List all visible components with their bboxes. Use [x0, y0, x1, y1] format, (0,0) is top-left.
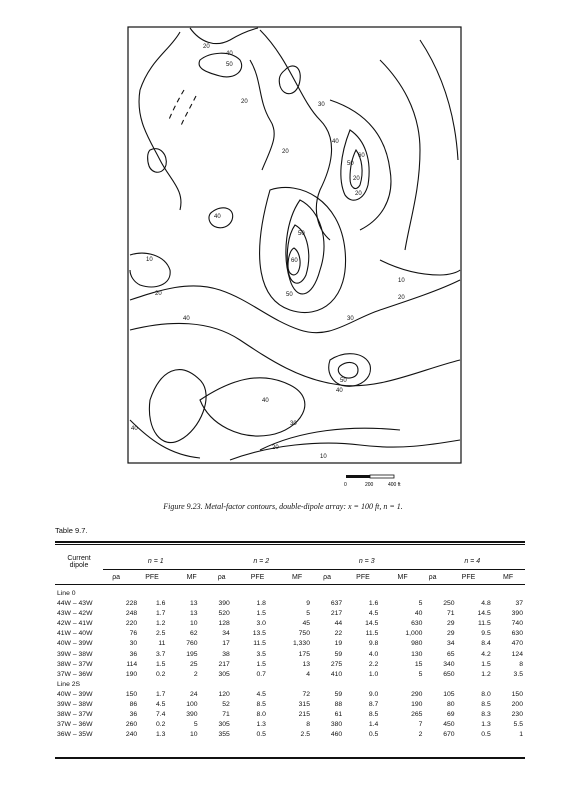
table-cell: 13	[190, 610, 198, 618]
contour-label: 50	[226, 62, 233, 68]
table-cell: 13	[302, 660, 310, 668]
table-cell: 52	[222, 701, 230, 709]
section-row	[55, 589, 525, 599]
dipole-cell: 39W – 38W	[57, 650, 93, 658]
table-cell: 5	[306, 610, 310, 618]
table-bottom-rule	[55, 757, 525, 759]
table-cell: 1.5	[256, 610, 266, 618]
dipole-cell: 37W – 36W	[57, 721, 93, 729]
table-cell: 195	[186, 650, 198, 658]
column-header: PFE	[250, 573, 265, 581]
column-header: PFE	[356, 573, 370, 581]
table-cell: 11.5	[478, 620, 491, 628]
contour-label: 40	[332, 139, 339, 145]
column-header: MF	[397, 573, 408, 581]
table-title: Table 9.7.	[55, 526, 88, 535]
dipole-cell: 44W – 43W	[57, 600, 93, 608]
table-cell: 5	[418, 600, 423, 608]
table-cell: 15	[414, 660, 423, 668]
table-cell: 24	[190, 690, 198, 698]
table-cell: 0.5	[368, 731, 379, 739]
table-cell: 8.5	[368, 711, 379, 719]
table-cell: 250	[443, 600, 455, 608]
table-cell: 200	[511, 701, 523, 709]
table-cell: 105	[443, 690, 455, 698]
column-header: PFE	[145, 573, 159, 581]
table-cell: 5	[418, 670, 423, 678]
scale-label: 400 ft	[388, 482, 401, 488]
table-cell: 88	[334, 701, 343, 709]
table-cell: 630	[511, 630, 523, 638]
contour-label: 20	[353, 176, 360, 182]
table-row	[55, 609, 525, 619]
table-cell: 30	[129, 640, 138, 648]
table-row	[55, 700, 525, 710]
table-cell: 2	[193, 670, 198, 678]
dipole-cell: 40W – 39W	[57, 640, 93, 648]
table-cell: 1.7	[155, 690, 166, 698]
table-cell: 8.3	[481, 711, 491, 719]
group-header: n = 1	[103, 555, 208, 569]
table-cell: 150	[511, 690, 523, 698]
table-row	[55, 639, 525, 649]
table-cell: 25	[190, 660, 198, 668]
table-top-rule-thin	[55, 544, 525, 545]
table-cell: 59	[334, 650, 343, 658]
contour-label: 20	[282, 149, 289, 155]
table-row	[55, 660, 525, 670]
table-cell: 460	[330, 731, 343, 739]
table-cell: 740	[511, 620, 523, 628]
table-cell: 3.5	[513, 670, 523, 678]
table-cell: 410	[330, 670, 343, 678]
table-cell: 8.5	[481, 701, 491, 709]
group-header: n = 2	[208, 555, 313, 569]
table-cell: 7	[418, 721, 423, 729]
table-cell: 175	[298, 650, 310, 658]
table-cell: 10	[190, 731, 198, 739]
section-label: Line 2S	[57, 680, 81, 688]
table-cell: 217	[218, 660, 230, 668]
table-cell: 220	[125, 620, 138, 628]
table-cell: 4.5	[368, 610, 379, 618]
table-cell: 40	[414, 610, 423, 618]
contour-label: 40	[226, 51, 233, 57]
table-cell: 9.0	[368, 690, 379, 698]
group-header: n = 3	[314, 555, 419, 569]
table-cell: 8	[306, 721, 310, 729]
table-cell: 1.3	[481, 721, 491, 729]
contour-label: 50	[286, 292, 293, 298]
table-cell: 8	[519, 660, 523, 668]
contour-label: 20	[203, 44, 210, 50]
table-cell: 45	[302, 620, 310, 628]
contour-label: 30	[318, 102, 325, 108]
table-cell: 8.7	[368, 701, 379, 709]
table-cell: 340	[443, 660, 455, 668]
column-header: MF	[503, 573, 514, 581]
table-cell: 1,330	[292, 640, 310, 648]
table-cell: 1.6	[368, 600, 379, 608]
table-cell: 0.5	[481, 731, 491, 739]
table-cell: 1.5	[481, 660, 491, 668]
table-cell: 265	[411, 711, 423, 719]
table-cell: 36	[129, 650, 138, 658]
table-cell: 470	[511, 640, 523, 648]
table-row	[55, 670, 525, 680]
table-cell: 11.5	[253, 640, 266, 648]
table-cell: 8.0	[256, 711, 266, 719]
table-cell: 76	[129, 630, 138, 638]
dipole-cell: 40W – 39W	[57, 690, 93, 698]
contour-label: 20	[272, 445, 279, 451]
table-cell: 305	[218, 721, 230, 729]
table-header-rule	[55, 584, 525, 585]
table-cell: 4	[306, 670, 310, 678]
column-header: ρa	[323, 573, 332, 581]
table-cell: 62	[190, 630, 198, 638]
dipole-cell: 39W – 38W	[57, 701, 93, 709]
table-cell: 190	[411, 701, 423, 709]
table-cell: 5	[193, 721, 198, 729]
table-cell: 228	[125, 600, 138, 608]
table-cell: 0.7	[256, 670, 266, 678]
table-cell: 13.5	[252, 630, 266, 638]
table-row	[55, 720, 525, 730]
table-cell: 8.0	[481, 690, 491, 698]
table-cell: 22	[334, 630, 343, 638]
column-header: ρa	[112, 573, 121, 581]
dashed-contours	[168, 90, 196, 128]
table-cell: 11	[158, 640, 166, 648]
table-row	[55, 710, 525, 720]
dipole-cell: 38W – 37W	[57, 660, 93, 668]
table-cell: 190	[125, 670, 138, 678]
dipole-cell: 42W – 41W	[57, 620, 93, 628]
table-cell: 44	[334, 620, 343, 628]
contour-label: 40	[336, 388, 343, 394]
table-cell: 2	[418, 731, 423, 739]
column-header: ρa	[428, 573, 437, 581]
section-label: Line 0	[57, 590, 76, 597]
table-cell: 1,000	[405, 630, 423, 638]
table-cell: 390	[186, 711, 198, 719]
contour-label: 20	[155, 291, 162, 297]
contour-label: 10	[146, 257, 153, 263]
table-cell: 9.5	[481, 630, 491, 638]
table-top-rule	[55, 541, 525, 543]
table-cell: 1.5	[256, 660, 266, 668]
table-cell: 315	[298, 701, 310, 709]
table-cell: 0.2	[155, 721, 166, 729]
scale-bar	[344, 475, 401, 488]
table-cell: 69	[447, 711, 455, 719]
data-table	[55, 589, 525, 740]
table-row	[55, 650, 525, 660]
group-header: n = 4	[419, 555, 525, 569]
section-row	[55, 680, 525, 690]
table-cell: 2.5	[155, 630, 166, 638]
table-cell: 65	[447, 650, 455, 658]
table-row	[55, 629, 525, 639]
table-cell: 1.7	[155, 610, 166, 618]
table-cell: 380	[330, 721, 343, 729]
table-cell: 0.2	[155, 670, 166, 678]
table-cell: 230	[511, 711, 523, 719]
table-cell: 248	[125, 610, 138, 618]
table-cell: 8.4	[481, 640, 491, 648]
table-cell: 630	[411, 620, 423, 628]
table-cell: 86	[129, 701, 138, 709]
table-cell: 128	[218, 620, 230, 628]
table-cell: 14.5	[477, 610, 491, 618]
table-cell: 637	[330, 600, 343, 608]
contour-label: 40	[131, 426, 138, 432]
table-cell: 1.5	[155, 660, 166, 668]
table-cell: 670	[443, 731, 455, 739]
table-cell: 5.5	[513, 721, 523, 729]
table-cell: 650	[443, 670, 455, 678]
scale-label: 200	[365, 482, 374, 488]
contour-label: 30	[347, 316, 354, 322]
table-cell: 71	[222, 711, 230, 719]
table-cell: 8.5	[256, 701, 266, 709]
table-row	[55, 730, 525, 740]
column-header: PFE	[461, 573, 476, 581]
contour-label: 40	[262, 398, 269, 404]
figure-caption: Figure 9.23. Metal-factor contours, double-dipole array: x = 100 ft, n = 1.	[163, 502, 403, 511]
table-cell: 37	[515, 600, 523, 608]
table-cell: 61	[334, 711, 343, 719]
table-cell: 38	[222, 650, 230, 658]
table-cell: 100	[186, 701, 198, 709]
table-cell: 34	[222, 630, 230, 638]
column-header: ρa	[217, 573, 226, 581]
table-cell: 290	[411, 690, 423, 698]
contour-label: 30	[290, 421, 297, 427]
table-cell: 1.8	[256, 600, 266, 608]
column-header: MF	[292, 573, 303, 581]
table-cell: 17	[222, 640, 230, 648]
column-header: MF	[186, 573, 197, 581]
table-cell: 59	[334, 690, 343, 698]
table-cell: 1.2	[481, 670, 491, 678]
table-cell: 1.6	[155, 600, 166, 608]
table-cell: 120	[218, 690, 230, 698]
table-cell: 3.7	[155, 650, 166, 658]
contour-label-layer	[131, 44, 405, 460]
dipole-cell: 43W – 42W	[57, 610, 93, 618]
table-cell: 13	[190, 600, 198, 608]
table-cell: 114	[126, 660, 138, 668]
table-cell: 4.0	[368, 650, 379, 658]
contour-label: 50	[298, 231, 305, 237]
table-row	[55, 599, 525, 609]
table-cell: 390	[218, 600, 230, 608]
dipole-header: Current dipole	[67, 555, 91, 569]
contour-label: 20	[241, 99, 248, 105]
table-cell: 355	[218, 731, 230, 739]
table-cell: 2.2	[368, 660, 379, 668]
table-cell: 29	[447, 630, 455, 638]
table-cell: 2.5	[300, 731, 310, 739]
table-cell: 1.4	[368, 721, 379, 729]
table-cell: 0.5	[256, 731, 266, 739]
table-cell: 1.2	[155, 620, 166, 628]
table-cell: 124	[511, 650, 523, 658]
table-cell: 71	[447, 610, 455, 618]
table-cell: 19	[334, 640, 343, 648]
contour-lines	[130, 28, 460, 460]
scale-label: 0	[344, 482, 347, 488]
contour-label: 10	[320, 454, 327, 460]
table-cell: 34	[447, 640, 455, 648]
contour-label: 60	[291, 258, 298, 264]
table-cell: 80	[447, 701, 455, 709]
dipole-colhead	[55, 569, 103, 581]
contour-label: 60	[358, 153, 365, 159]
table-cell: 1.3	[155, 731, 166, 739]
contour-label: 50	[340, 378, 347, 384]
dipole-cell: 38W – 37W	[57, 711, 93, 719]
contour-label: 20	[398, 295, 405, 301]
dipole-cell: 36W – 35W	[57, 731, 93, 739]
table-cell: 14.5	[365, 620, 379, 628]
table-cell: 1	[519, 731, 523, 739]
table-cell: 3.5	[256, 650, 266, 658]
table-cell: 305	[218, 670, 230, 678]
table-cell: 750	[298, 630, 310, 638]
table-cell: 260	[125, 721, 138, 729]
table-cell: 240	[125, 731, 138, 739]
table-cell: 72	[302, 690, 310, 698]
contour-label: 40	[214, 214, 221, 220]
table-cell: 217	[330, 610, 343, 618]
contour-label: 50	[347, 161, 354, 167]
table-cell: 4.2	[481, 650, 491, 658]
contour-label: 20	[355, 191, 362, 197]
table-cell: 4.5	[256, 690, 266, 698]
table-cell: 1.0	[368, 670, 379, 678]
table-cell: 29	[447, 620, 455, 628]
table-cell: 150	[125, 690, 138, 698]
dipole-cell: 41W – 40W	[57, 630, 93, 638]
table-cell: 275	[330, 660, 343, 668]
table-header	[55, 555, 525, 581]
table-cell: 450	[443, 721, 455, 729]
table-cell: 390	[511, 610, 523, 618]
table-cell: 215	[298, 711, 310, 719]
table-cell: 11.5	[365, 630, 379, 638]
contour-label: 40	[183, 316, 190, 322]
table-cell: 130	[411, 650, 423, 658]
dipole-cell: 37W – 36W	[57, 670, 93, 678]
table-row	[55, 690, 525, 700]
table-cell: 9	[306, 600, 310, 608]
table-cell: 4.5	[155, 701, 166, 709]
table-cell: 3.0	[256, 620, 266, 628]
table-cell: 9.8	[368, 640, 379, 648]
table-cell: 4.8	[481, 600, 491, 608]
table-cell: 1.3	[256, 721, 266, 729]
table-cell: 760	[186, 640, 198, 648]
contour-label: 10	[398, 278, 405, 284]
table-cell: 980	[411, 640, 423, 648]
table-row	[55, 619, 525, 629]
table-cell: 520	[218, 610, 230, 618]
table-cell: 36	[129, 711, 138, 719]
table-cell: 7.4	[155, 711, 166, 719]
table-cell: 10	[190, 620, 198, 628]
